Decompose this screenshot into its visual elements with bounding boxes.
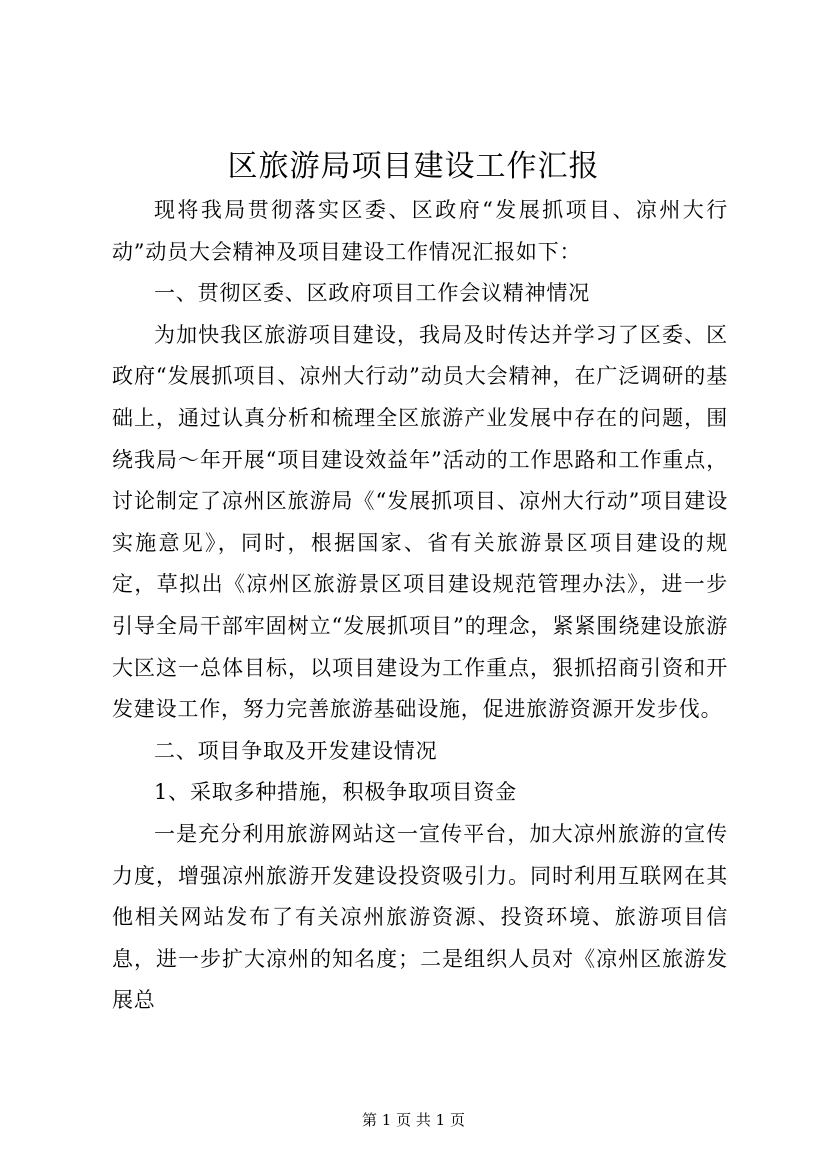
paragraph-section-1: 为加快我区旅游项目建设，我局及时传达并学习了区委、区政府“发展抓项目、凉州大行动”动员大会精神，在广泛调研的基础上，通过认真分析和梳理全区旅游产业发展中存在的问题，围绕我局～年开展“项目建设效益年”活动的工作思路和工作重点，讨论制定了凉州区旅游局《“发展抓项目、凉州大行动”项目建设实施意见》，同时，根据国家、省有关旅游景区项目建设的规定，草拟出《凉州区旅游景区项目建设规范管理办法》，进一步引导全局干部牢固树立“发展抓项目”的理念，紧紧围绕建设旅游大区这一总体目标，以项目建设为工作重点，狠抓招商引资和开发建设工作，努力完善旅游基础设施，促进旅游资源开发步伐。 xyxy=(112,322,728,722)
subsection-heading-1: 1、采取多种措施，积极争取项目资金 xyxy=(154,780,517,805)
page-footer: 第 1 页 共 1 页 xyxy=(362,1111,465,1129)
document-body xyxy=(112,190,728,1022)
section-heading-1: 一、贯彻区委、区政府项目工作会议精神情况 xyxy=(154,281,590,306)
paragraph-subsection-1: 一是充分利用旅游网站这一宣传平台，加大凉州旅游的宣传力度，增强凉州旅游开发建设投资吸引力。同时利用互联网在其他相关网站发布了有关凉州旅游资源、投资环境、旅游项目信息，进一步扩大凉州的知名度；二是组织人员对《凉州区旅游发展总 xyxy=(112,821,728,1013)
paragraph-intro: 现将我局贯彻落实区委、区政府“发展抓项目、凉州大行动”动员大会精神及项目建设工作情况汇报如下： xyxy=(112,198,728,264)
document-title: 区旅游局项目建设工作汇报 xyxy=(227,149,600,184)
section-heading-2: 二、项目争取及开发建设情况 xyxy=(154,738,438,763)
